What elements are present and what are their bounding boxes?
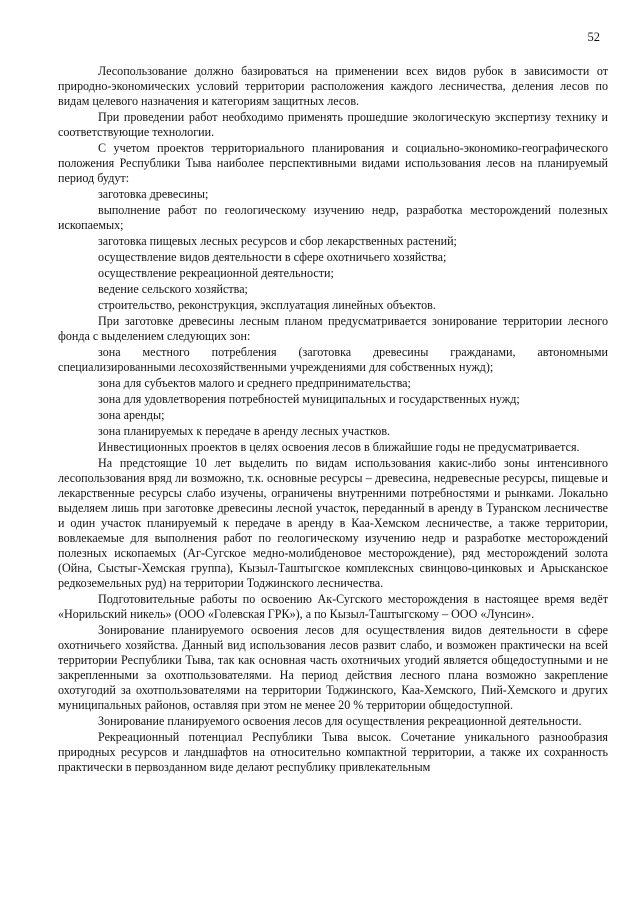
list-item: зона аренды; — [98, 408, 165, 422]
paragraph: При проведении работ необходимо применять прошедшие экологическую экспертизу технику и соответствующие технологии. — [58, 110, 608, 139]
paragraph: Инвестиционных проектов в целях освоения лесов в ближайшие годы не предусматривается. — [98, 440, 580, 454]
paragraph: Подготовительные работы по освоению Ак-Сугского месторождения в настоящее время ведёт «Норильский никель» (ООО «Голевская ГРК»), а по Кызыл-Таштыгскому – ООО «Лунсин». — [58, 592, 608, 621]
paragraph: Лесопользование должно базироваться на применении всех видов рубок в зависимости от природно-экономических условий территории расположения каждого лесничества, деления лесов по видам целевого назначения и категориям защитных лесов. — [58, 64, 608, 108]
list-item: зона для удовлетворения потребностей муниципальных и государственных нужд; — [98, 392, 520, 406]
list-item: заготовка пищевых лесных ресурсов и сбор лекарственных растений; — [98, 234, 457, 248]
paragraph: С учетом проектов территориального планирования и социально-экономико-географического положения Республики Тыва наиболее перспективными видами использования лесов на планируемый период будут: — [58, 141, 608, 185]
list-item: ведение сельского хозяйства; — [98, 282, 248, 296]
list-item: осуществление видов деятельности в сфере охотничьего хозяйства; — [98, 250, 447, 264]
list-item: заготовка древесины; — [98, 187, 209, 201]
paragraph: На предстоящие 10 лет выделить по видам использования какис-либо зоны интенсивного лесопользования вряд ли возможно, т.к. основные ресурсы – древесина, недревесные ресурсы, пищевые и лекарственные ресурсы слабо изучены, ограничены внутренними потребностями и рынками. Локально выделяем лишь при заготовке древесины лесной участок, переданный в аренду в Туранском лесничестве и один участок планируемый к передаче в аренду в Каа-Хемском лесничестве, а также территории, вовлекаемые для выполнения работ по геологическому изучению недр и разработке месторождений полезных ископаемых (Аг-Сугское медно-молибденовое месторождение), ряд месторождений золота (Ойна, Сыстыг-Хемская группа), Кызыл-Таштыгское комплексных свинцово-цинковых и Арысканское редкоземельных руд) на территории Тоджинского лесничества. — [58, 456, 608, 590]
paragraph: Рекреационный потенциал Республики Тыва высок. Сочетание уникального разнообразия природных ресурсов и ландшафтов на относительно компактной территории, а также их сохранность практически в первозданном виде делают республику привлекательным — [58, 730, 608, 774]
page-number: 52 — [587, 30, 600, 44]
paragraph: При заготовке древесины лесным планом предусматривается зонирование территории лесного фонда с выделением следующих зон: — [58, 314, 608, 343]
list-item: зона для субъектов малого и среднего предпринимательства; — [98, 376, 411, 390]
list-item: зона местного потребления (заготовка древесины гражданами, автономными специализированными лесохозяйственными учреждениями для собственных нужд); — [58, 345, 608, 374]
paragraph: Зонирование планируемого освоения лесов для осуществления видов деятельности в сфере охотничьего хозяйства. Данный вид использования лесов развит слабо, и возможен практически на всей территории Республики Тыва, так как основная часть охотничьих угодий является общедоступными и не закрепленными за охотпользователями. На период действия лесного плана возможно закрепление охотугодий за охотпользователями на территории Тоджинского, Каа-Хемского, Пий-Хемского и других муниципальных районов, оставляя при этом не менее 20 % территории общедоступной. — [58, 623, 608, 712]
list-item: зона планируемых к передаче в аренду лесных участков. — [98, 424, 391, 438]
list-item: выполнение работ по геологическому изучению недр, разработка месторождений полезных ископаемых; — [58, 203, 608, 232]
body-text — [58, 64, 608, 775]
list-item: осуществление рекреационной деятельности; — [98, 266, 334, 280]
paragraph: Зонирование планируемого освоения лесов для осуществления рекреационной деятельности. — [98, 714, 582, 728]
list-item: строительство, реконструкция, эксплуатация линейных объектов. — [98, 298, 436, 312]
